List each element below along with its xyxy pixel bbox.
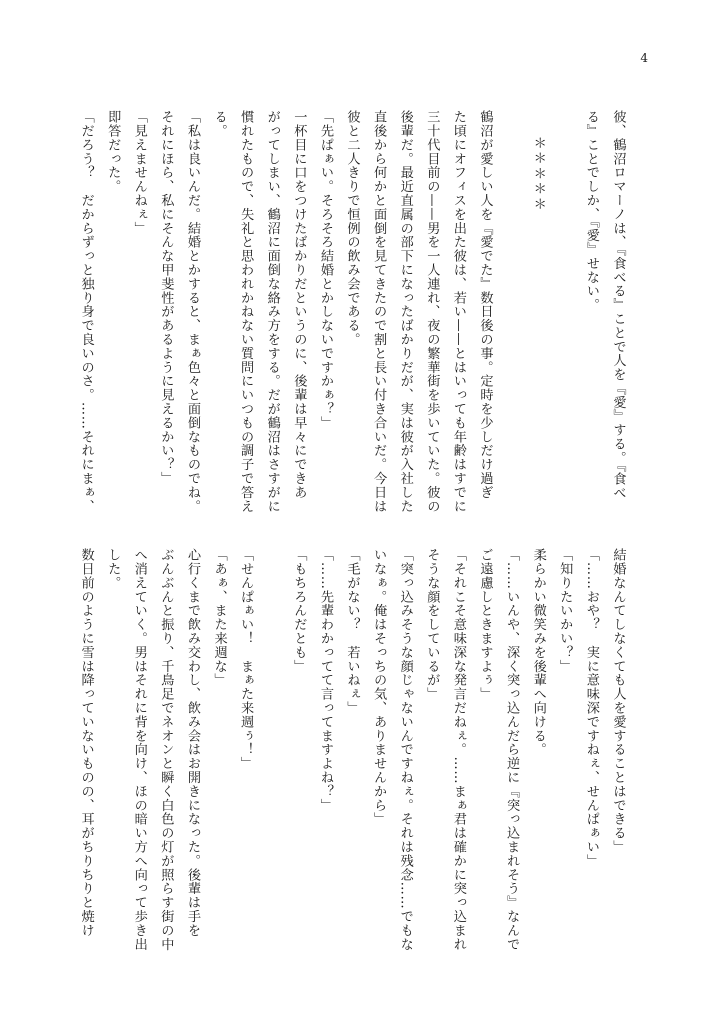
text-line: 「……いんや、深く突っ込んだら逆に『突っ込まれそう』なんで: [504, 548, 520, 952]
text-line: 彼、鶴沼ロマーノは、『食べる』ことで人を『愛』する。『食べ: [610, 110, 626, 500]
text-line: それにほら、私にそんな甲斐性があるように見えるかい？」: [158, 110, 174, 486]
lower-vertical-text: [72, 548, 630, 958]
text-line: ご遠慮しときますよぅ」: [477, 548, 493, 701]
text-line: へ消えていく。男はそれに背を向け、ほの暗い方へ向って歩き出: [131, 548, 147, 952]
blank-line: [498, 110, 525, 530]
text-line: ぶんぶんと振り、千鳥足でネオンと瞬く白色の灯が照らす街の中: [158, 548, 174, 952]
text-line: 彼と二人きりで恒例の飲み会である。: [344, 110, 360, 347]
text-line: 「……先輩わかってて言ってますよね？」: [317, 548, 333, 813]
text-line: がってしまい、鶴沼に面倒な絡み方をする。だが鶴沼はさすがに: [264, 110, 280, 514]
text-line: 「先ぱぁい。そろそろ結婚とかしないですかぁ？」: [317, 110, 333, 430]
text-line: 三十代目前の——男を一人連れ、夜の繁華街を歩いていた。彼の: [424, 110, 440, 514]
text-line: 結婚なんてしなくても人を愛することはできる」: [610, 548, 626, 854]
text-line: 一杯目に口をつけたばかりだというのに、後輩は早々にできあ: [291, 110, 307, 500]
text-line: 「だろう？ だからずっと独り身で良いのさ。……それにまぁ、: [78, 110, 94, 514]
text-line: いなぁ。俺はそっちの気、ありませんから」: [371, 548, 387, 826]
text-line: した。: [105, 548, 121, 590]
text-line: 「あぁ、また来週な」: [211, 548, 227, 687]
text-line: 「それこそ意味深な発言だねぇ。……まぁ君は確かに突っ込まれ: [450, 548, 466, 952]
text-line: そうな顔をしているが」: [424, 548, 440, 701]
section-break-stars: ＊＊＊＊＊: [530, 136, 546, 212]
blank-line: [258, 548, 285, 958]
text-line: 数日前のように雪は降っていないものの、耳がちりちりと焼け: [78, 548, 94, 938]
text-line: 「せんぱぁい！ まぁた来週ぅ！」: [238, 548, 254, 771]
text-line: 「毛がない？ 若いねぇ」: [344, 548, 360, 715]
text-line: 鶴沼が愛しい人を『愛でた』数日後の事。定時を少しだけ過ぎ: [477, 110, 493, 500]
upper-text-column: [72, 110, 652, 530]
text-line: 「私は良いんだ。結婚とかすると、まぁ色々と面倒なものでね。: [184, 110, 200, 514]
page-number: 4: [640, 51, 648, 65]
text-line: 「突っ込みそうな顔じゃないんですねぇ。それは残念……でもな: [397, 548, 413, 952]
text-line: た頃にオフィスを出た彼は、若い——とはいっても年齢はすでに: [450, 110, 466, 514]
text-line: 後輩だ。最近直属の部下になったばかりだが、実は彼が入社した: [397, 110, 413, 514]
text-line: 直後から何かと面倒を見てきたので割と長い付き合いだ。今日は: [371, 110, 387, 514]
text-line: 柔らかい微笑みを後輩へ向ける。: [530, 548, 546, 757]
text-line: 慣れたもので、失礼と思われかねない質問にいつもの調子で答え: [238, 110, 254, 514]
text-line: 「もちろんだとも」: [291, 548, 307, 674]
blank-line: [551, 110, 578, 530]
text-line: 心行くまで飲み交わし、飲み会はお開きになった。後輩は手を: [184, 548, 200, 938]
text-line: 「見えませんねぇ」: [131, 110, 147, 236]
text-line: 「……おや？ 実に意味深ですねぇ、せんぱぁい」: [583, 548, 599, 868]
text-line: 即答だった。: [105, 110, 121, 194]
text-line: る』ことでしか、『愛』せない。: [583, 110, 599, 312]
text-line: 「知りたいかい？」: [557, 548, 573, 674]
upper-vertical-text: [72, 110, 630, 530]
lower-text-column: [72, 548, 652, 958]
text-line: る。: [211, 110, 227, 138]
